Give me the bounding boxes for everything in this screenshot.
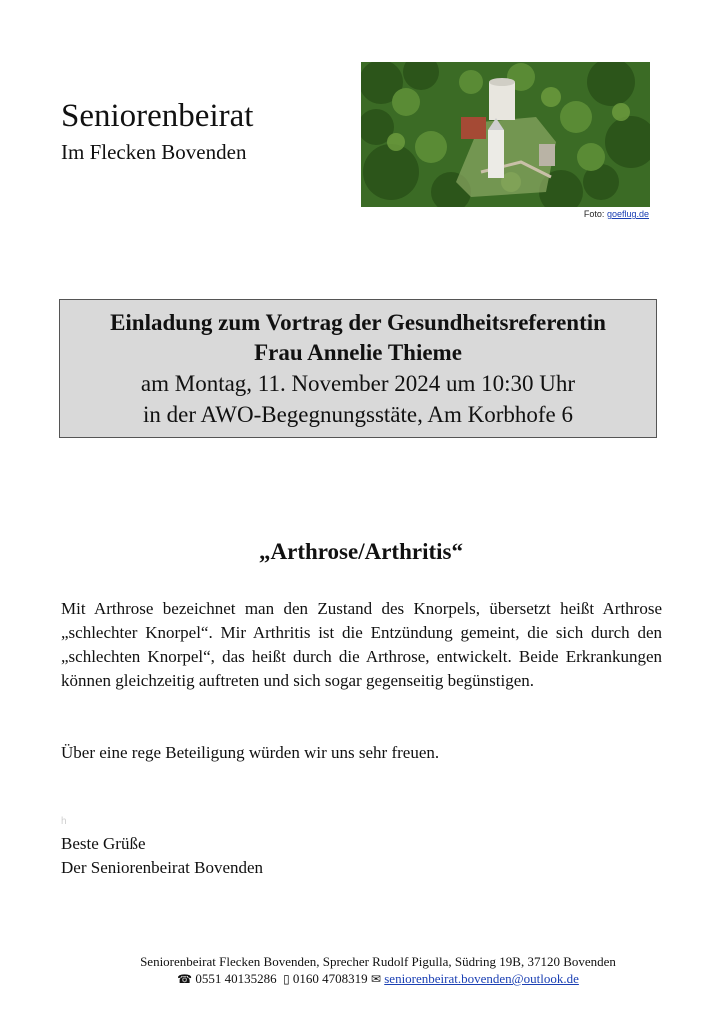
- photo-credit-label: Foto:: [583, 209, 605, 219]
- footer-contact: [0, 970, 722, 988]
- castle-aerial-photo: [361, 62, 650, 207]
- photo-credit: [584, 208, 649, 220]
- body-paragraph: Mit Arthrose bezeichnet man den Zustand des Knorpels, übersetzt heißt Arthrose „schlechter Knorpel“. Mir Arthritis ist die Entzündung gemeint, die sich durch den „schlechten Knorpel“, das heißt durch die Arthrose, entwickelt. Beide Erkrankungen können gleichzeitig auftreten und sich sogar gegenseitig begünstigen.: [61, 599, 662, 690]
- event-location: in der AWO-Begegnungsstäte, Am Korbhofe 6: [143, 402, 573, 427]
- page-subtitle: Im Flecken Bovenden: [61, 140, 247, 164]
- topic-title: „Arthrose/Arthritis“: [259, 539, 463, 564]
- stray-marker: h: [61, 816, 67, 827]
- mail-icon: ✉: [370, 972, 381, 986]
- footer-phone: 0551 40135286: [195, 971, 277, 986]
- footer-address: Seniorenbeirat Flecken Bovenden, Sprecher Rudolf Pigulla, Südring 19B, 37120 Bovenden: [140, 954, 616, 969]
- invitation-heading: Einladung zum Vortrag der Gesundheitsreferentin: [110, 310, 606, 335]
- phone-icon: ☎: [177, 972, 193, 986]
- photo-credit-link[interactable]: goeflug.de: [606, 209, 649, 219]
- page-title: Seniorenbeirat: [61, 98, 254, 134]
- event-date: am Montag, 11. November 2024 um 10:30 Uhr: [140, 371, 576, 396]
- closing-paragraph: Über eine rege Beteiligung würden wir uns sehr freuen.: [61, 743, 440, 762]
- signature: Der Seniorenbeirat Bovenden: [61, 858, 264, 877]
- mobile-phone-icon: ▯: [283, 972, 290, 986]
- greeting: Beste Grüße: [61, 834, 146, 853]
- speaker-name: Frau Annelie Thieme: [254, 340, 462, 365]
- footer-email-link[interactable]: seniorenbeirat.bovenden@outlook.de: [384, 971, 579, 986]
- footer-mobile: 0160 4708319: [292, 971, 368, 986]
- invitation-box: [59, 299, 657, 438]
